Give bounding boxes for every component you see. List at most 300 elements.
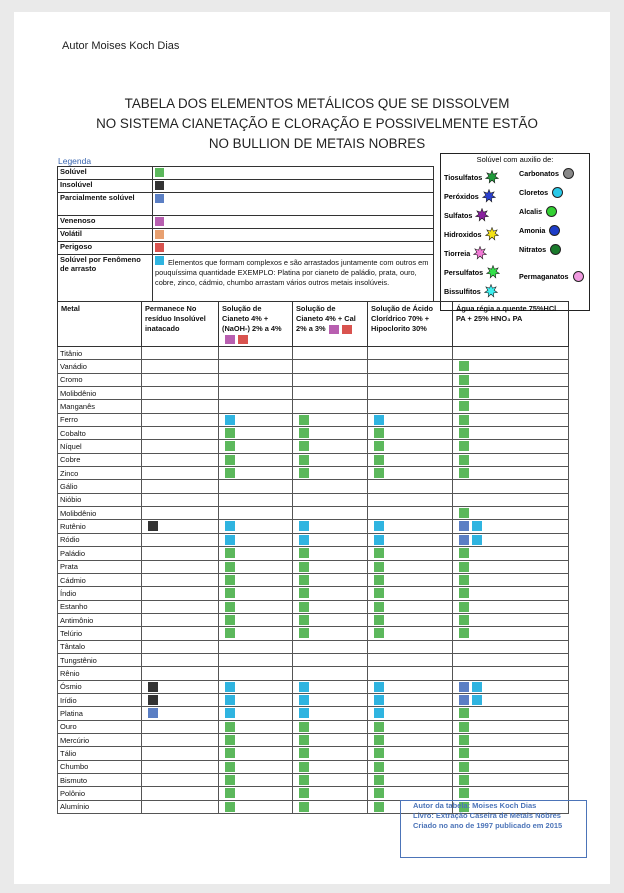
cell-c5 [453, 760, 569, 773]
cell-c2 [219, 600, 293, 613]
cell-c1 [142, 653, 219, 666]
cell-c4 [368, 707, 453, 720]
indicator-box [148, 682, 158, 692]
table-row [58, 480, 569, 493]
cell-c4 [368, 533, 453, 546]
cell-c5 [453, 667, 569, 680]
cell-c1 [142, 440, 219, 453]
indicator-box [459, 361, 469, 371]
cell-c5 [453, 747, 569, 760]
header-agua-regia: Água régia a quente 75%HCl PA + 25% HNO₃ PA [453, 302, 569, 347]
cell-c2 [219, 613, 293, 626]
indicator-box [374, 535, 384, 545]
cell-c1 [142, 347, 219, 360]
auxilio-item-tiosulfatos [444, 170, 499, 184]
legend-swatch-cell [153, 167, 434, 180]
legend-row [58, 216, 434, 229]
indicator-box [459, 722, 469, 732]
cell-c3 [293, 613, 368, 626]
indicator-box [225, 468, 235, 478]
indicator-box [374, 695, 384, 705]
cell-c2 [219, 547, 293, 560]
cell-c1 [142, 400, 219, 413]
indicator-box [459, 521, 469, 531]
cell-c3 [293, 640, 368, 653]
indicator-box [225, 682, 235, 692]
star-icon [485, 170, 499, 184]
table-row [58, 387, 569, 400]
table-row [58, 693, 569, 706]
header-cianeto-cal [293, 302, 368, 347]
indicator-box [225, 708, 235, 718]
table-row [58, 573, 569, 586]
metal-name: Zinco [58, 467, 142, 480]
metal-name: Rênio [58, 667, 142, 680]
cell-c3 [293, 373, 368, 386]
cell-c3 [293, 360, 368, 373]
cell-c2 [219, 560, 293, 573]
metal-name: Irídio [58, 693, 142, 706]
indicator-box [299, 748, 309, 758]
cell-c3 [293, 560, 368, 573]
cell-c4 [368, 600, 453, 613]
table-row [58, 427, 569, 440]
metal-name: Cobalto [58, 427, 142, 440]
auxilio-item-alcalis [519, 206, 557, 217]
table-row [58, 520, 569, 533]
legend-swatch [155, 243, 164, 252]
table-row [58, 600, 569, 613]
indicator-box [225, 415, 235, 425]
cell-c2 [219, 373, 293, 386]
table-row [58, 547, 569, 560]
cell-c2 [219, 774, 293, 787]
cell-c5 [453, 467, 569, 480]
indicator-box [299, 615, 309, 625]
auxilio-label: Amonia [519, 226, 546, 235]
cell-c2 [219, 507, 293, 520]
indicator-box [148, 695, 158, 705]
legend-label: Parcialmente solúvel [58, 193, 153, 216]
indicator-box [299, 428, 309, 438]
cell-c1 [142, 493, 219, 506]
table-row [58, 787, 569, 800]
star-icon [473, 246, 487, 260]
table-row [58, 733, 569, 746]
cell-c3 [293, 680, 368, 693]
cell-c4 [368, 373, 453, 386]
indicator-box [459, 375, 469, 385]
cell-c2 [219, 427, 293, 440]
indicator-box [299, 535, 309, 545]
cell-c3 [293, 760, 368, 773]
header-swatch [238, 335, 248, 344]
cell-c4 [368, 400, 453, 413]
legend-row [58, 180, 434, 193]
metal-name: Titânio [58, 347, 142, 360]
metal-name: Chumbo [58, 760, 142, 773]
indicator-box [374, 575, 384, 585]
cell-c2 [219, 533, 293, 546]
cell-c4 [368, 360, 453, 373]
cell-c1 [142, 533, 219, 546]
legend-label: Perigoso [58, 242, 153, 255]
cell-c4 [368, 480, 453, 493]
metal-name: Ródio [58, 533, 142, 546]
cell-c5 [453, 413, 569, 426]
cell-c2 [219, 680, 293, 693]
indicator-box [225, 588, 235, 598]
circle-icon [546, 206, 557, 217]
indicator-box [299, 602, 309, 612]
cell-c2 [219, 347, 293, 360]
auxilio-item-bissulfitos [444, 284, 498, 298]
cell-c3 [293, 573, 368, 586]
cell-c2 [219, 493, 293, 506]
table-row [58, 680, 569, 693]
indicator-box [374, 735, 384, 745]
cell-c4 [368, 467, 453, 480]
legend-swatch [155, 217, 164, 226]
indicator-box [472, 682, 482, 692]
indicator-box [299, 575, 309, 585]
footer-line-1: Autor da tabela: Moises Koch Dias [413, 801, 537, 810]
table-row [58, 747, 569, 760]
metal-name: Platina [58, 707, 142, 720]
cell-c5 [453, 573, 569, 586]
cell-c5 [453, 733, 569, 746]
cell-c4 [368, 547, 453, 560]
metal-name: Nióbio [58, 493, 142, 506]
cell-c1 [142, 573, 219, 586]
title-line-3: NO BULLION DE METAIS NOBRES [208, 136, 426, 151]
indicator-box [299, 415, 309, 425]
cell-c5 [453, 627, 569, 640]
soluvel-com-auxilio-box [440, 153, 590, 311]
cell-c2 [219, 760, 293, 773]
indicator-box [459, 575, 469, 585]
star-icon [484, 284, 498, 298]
legend-swatch [155, 230, 164, 239]
indicator-box [459, 428, 469, 438]
indicator-box [459, 615, 469, 625]
legend-label: Venenoso [58, 216, 153, 229]
indicator-box [459, 695, 469, 705]
cell-c4 [368, 347, 453, 360]
indicator-box [374, 748, 384, 758]
indicator-box [374, 762, 384, 772]
circle-icon [549, 225, 560, 236]
cell-c3 [293, 480, 368, 493]
metal-name: Estanho [58, 600, 142, 613]
cell-c5 [453, 400, 569, 413]
cell-c4 [368, 667, 453, 680]
auxilio-item-persulfatos [444, 265, 500, 279]
indicator-box [459, 441, 469, 451]
cell-c5 [453, 640, 569, 653]
table-row [58, 453, 569, 466]
indicator-box [374, 521, 384, 531]
metal-name: Molibdênio [58, 507, 142, 520]
metals-table [57, 301, 569, 814]
cell-c4 [368, 440, 453, 453]
indicator-box [374, 708, 384, 718]
indicator-box [459, 788, 469, 798]
cell-c3 [293, 667, 368, 680]
indicator-box [299, 628, 309, 638]
cell-c4 [368, 387, 453, 400]
indicator-box [459, 535, 469, 545]
indicator-box [459, 388, 469, 398]
metal-name: Telúrio [58, 627, 142, 640]
cell-c3 [293, 627, 368, 640]
cell-c4 [368, 493, 453, 506]
cell-c2 [219, 387, 293, 400]
metal-name: Alumínio [58, 800, 142, 813]
auxilio-label: Sulfatos [444, 210, 473, 220]
cell-c2 [219, 653, 293, 666]
cell-c5 [453, 560, 569, 573]
cell-c3 [293, 520, 368, 533]
circle-icon [563, 168, 574, 179]
star-icon [486, 265, 500, 279]
table-row [58, 653, 569, 666]
indicator-box [374, 682, 384, 692]
cell-c5 [453, 587, 569, 600]
indicator-box [225, 575, 235, 585]
cell-c4 [368, 520, 453, 533]
cell-c5 [453, 653, 569, 666]
indicator-box [459, 455, 469, 465]
table-row [58, 467, 569, 480]
indicator-box [225, 602, 235, 612]
indicator-box [472, 521, 482, 531]
header-swatch [342, 325, 352, 334]
legend-swatch-cell [153, 242, 434, 255]
auxilio-label: Carbonatos [519, 169, 559, 178]
indicator-box [459, 588, 469, 598]
indicator-box [225, 441, 235, 451]
cell-c2 [219, 640, 293, 653]
indicator-box [299, 802, 309, 812]
cell-c1 [142, 427, 219, 440]
indicator-box [374, 615, 384, 625]
cell-c5 [453, 507, 569, 520]
cell-c5 [453, 774, 569, 787]
auxilio-label: Cloretos [519, 188, 549, 197]
indicator-box [299, 695, 309, 705]
cell-c3 [293, 507, 368, 520]
indicator-box [225, 521, 235, 531]
table-row [58, 720, 569, 733]
cell-c1 [142, 667, 219, 680]
metal-name: Tálio [58, 747, 142, 760]
auxilio-item-carbonatos [519, 168, 574, 179]
cell-c5 [453, 453, 569, 466]
indicator-box [225, 615, 235, 625]
cell-c2 [219, 747, 293, 760]
cell-c3 [293, 453, 368, 466]
cell-c1 [142, 387, 219, 400]
cell-c4 [368, 774, 453, 787]
indicator-box [299, 775, 309, 785]
cell-c1 [142, 760, 219, 773]
metal-name: Índio [58, 587, 142, 600]
indicator-box [374, 602, 384, 612]
cell-c5 [453, 707, 569, 720]
table-row [58, 627, 569, 640]
indicator-box [225, 788, 235, 798]
indicator-box [299, 562, 309, 572]
cell-c5 [453, 600, 569, 613]
indicator-box [225, 775, 235, 785]
cell-c1 [142, 373, 219, 386]
indicator-box [299, 441, 309, 451]
indicator-box [299, 468, 309, 478]
indicator-box [299, 548, 309, 558]
cell-c3 [293, 493, 368, 506]
indicator-box [225, 455, 235, 465]
cell-c3 [293, 533, 368, 546]
cell-c1 [142, 467, 219, 480]
legend-row [58, 242, 434, 255]
page-title [72, 94, 562, 154]
cell-c5 [453, 493, 569, 506]
cell-c4 [368, 453, 453, 466]
metal-name: Vanádio [58, 360, 142, 373]
cell-c1 [142, 587, 219, 600]
indicator-box [459, 775, 469, 785]
metal-name: Cádmio [58, 573, 142, 586]
cell-c2 [219, 480, 293, 493]
cell-c5 [453, 440, 569, 453]
cell-c4 [368, 413, 453, 426]
cell-c5 [453, 387, 569, 400]
cell-c1 [142, 733, 219, 746]
cell-c5 [453, 373, 569, 386]
legend-label: Solúvel [58, 167, 153, 180]
cell-c3 [293, 587, 368, 600]
cell-c4 [368, 613, 453, 626]
cell-c4 [368, 627, 453, 640]
legend-swatch-cell [153, 216, 434, 229]
metal-name: Ferro [58, 413, 142, 426]
auxilio-item-amonia [519, 225, 560, 236]
cell-c3 [293, 467, 368, 480]
table-row [58, 560, 569, 573]
cell-c1 [142, 360, 219, 373]
document-page [14, 12, 610, 884]
legend-label: Insolúvel [58, 180, 153, 193]
soluvel-com-auxilio-title: Solúvel com auxilio de: [476, 155, 554, 164]
cell-c1 [142, 747, 219, 760]
metal-name: Paládio [58, 547, 142, 560]
indicator-box [225, 735, 235, 745]
metal-name: Antimônio [58, 613, 142, 626]
table-row [58, 413, 569, 426]
cell-c3 [293, 427, 368, 440]
indicator-box [225, 548, 235, 558]
legend-swatch [155, 181, 164, 190]
cell-c4 [368, 427, 453, 440]
cell-c3 [293, 413, 368, 426]
star-icon [485, 227, 499, 241]
auxilio-item-sulfatos [444, 208, 489, 222]
circle-icon [573, 271, 584, 282]
indicator-box [374, 468, 384, 478]
metal-name: Prata [58, 560, 142, 573]
table-row [58, 640, 569, 653]
legend-row [58, 255, 434, 302]
cell-c3 [293, 440, 368, 453]
circle-icon [550, 244, 561, 255]
indicator-box [225, 695, 235, 705]
cell-c4 [368, 747, 453, 760]
cell-c4 [368, 733, 453, 746]
cell-c4 [368, 720, 453, 733]
cell-c2 [219, 733, 293, 746]
legend-row [58, 167, 434, 180]
table-row [58, 613, 569, 626]
cell-c2 [219, 720, 293, 733]
cell-c4 [368, 507, 453, 520]
table-row [58, 533, 569, 546]
indicator-box [459, 682, 469, 692]
header-residuo: Permanece No resíduo Insolúvel inatacado [142, 302, 219, 347]
table-row [58, 400, 569, 413]
cell-c2 [219, 413, 293, 426]
legend-swatch [155, 168, 164, 177]
cell-c1 [142, 520, 219, 533]
legend-swatch-cell [153, 229, 434, 242]
cell-c1 [142, 413, 219, 426]
metal-name: Bismuto [58, 774, 142, 787]
indicator-box [225, 535, 235, 545]
indicator-box [148, 521, 158, 531]
indicator-box [374, 562, 384, 572]
cell-c4 [368, 640, 453, 653]
indicator-box [459, 735, 469, 745]
cell-c3 [293, 720, 368, 733]
indicator-box [225, 722, 235, 732]
table-header-row [58, 302, 569, 347]
indicator-box [459, 562, 469, 572]
cell-c1 [142, 707, 219, 720]
table-row [58, 587, 569, 600]
cell-c1 [142, 640, 219, 653]
indicator-box [374, 548, 384, 558]
cell-c4 [368, 587, 453, 600]
legend-swatch-cell [153, 180, 434, 193]
metal-name: Mercúrio [58, 733, 142, 746]
indicator-box [225, 562, 235, 572]
cell-c4 [368, 560, 453, 573]
indicator-box [374, 441, 384, 451]
table-row [58, 360, 569, 373]
metal-name: Rutênio [58, 520, 142, 533]
indicator-box [374, 428, 384, 438]
indicator-box [459, 628, 469, 638]
metal-name: Manganês [58, 400, 142, 413]
auxilio-label: Peróxidos [444, 191, 479, 201]
title-line-1: TABELA DOS ELEMENTOS METÁLICOS QUE SE DISSOLVEM [124, 96, 510, 111]
cell-c3 [293, 787, 368, 800]
cell-c4 [368, 787, 453, 800]
indicator-box [459, 748, 469, 758]
cell-c4 [368, 680, 453, 693]
indicator-box [472, 535, 482, 545]
metal-name: Polônio [58, 787, 142, 800]
